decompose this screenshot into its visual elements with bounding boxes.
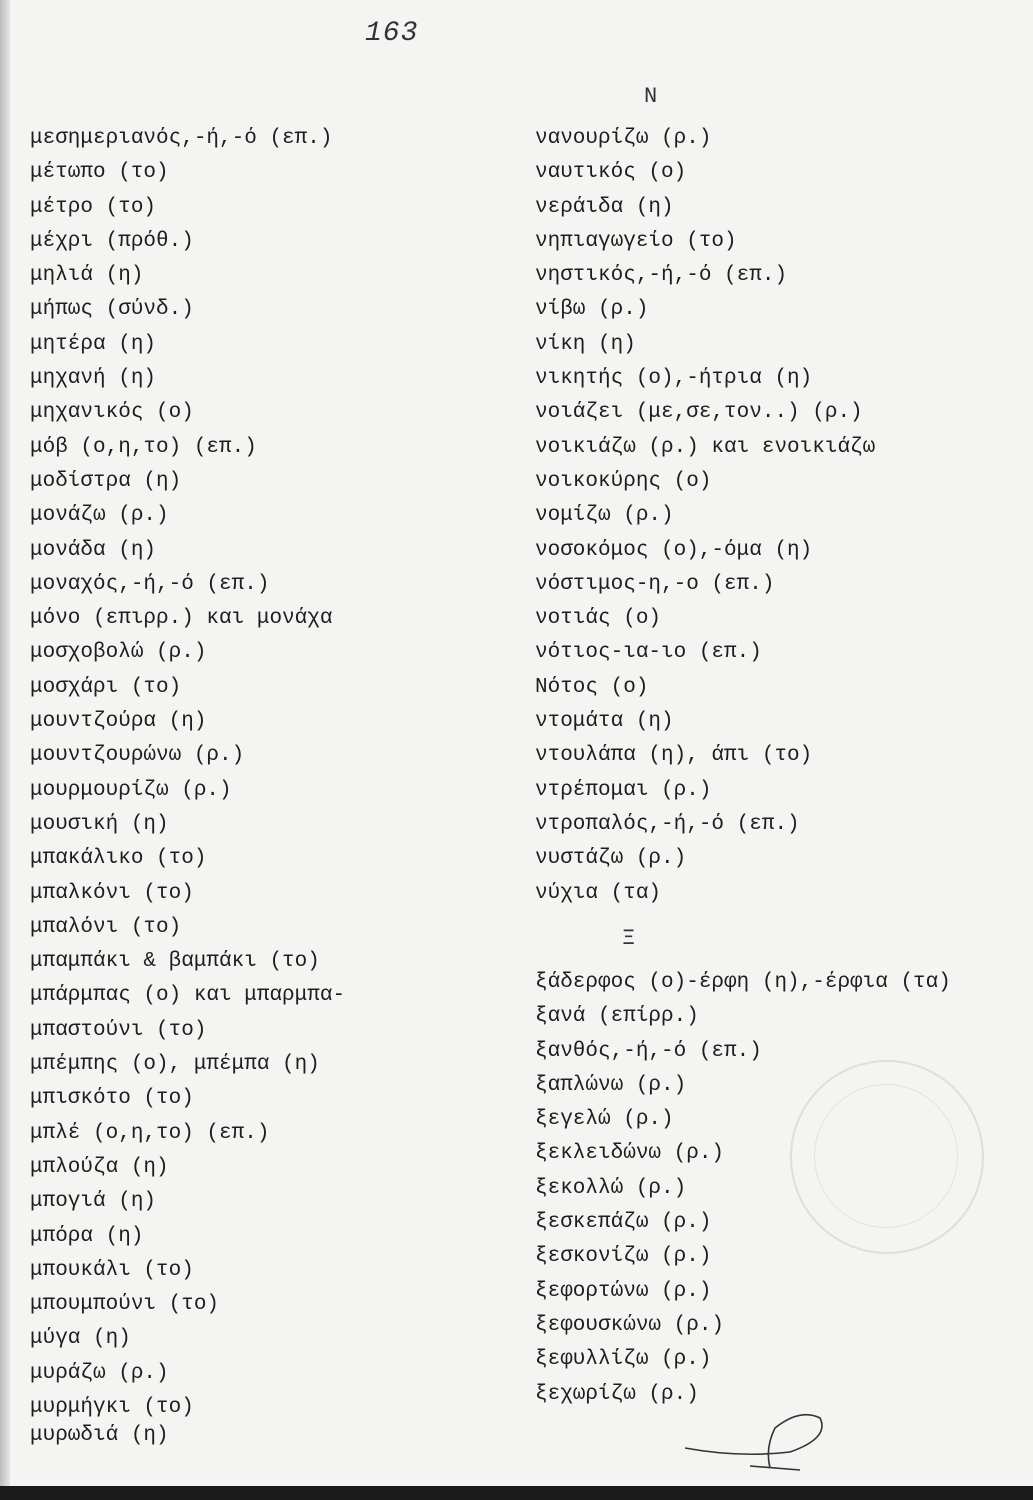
dictionary-entry: μυράζω (ρ.) [30, 1361, 169, 1385]
dictionary-entry: μύγα (η) [30, 1327, 131, 1351]
dictionary-entry: νόστιμος-η,-ο (επ.) [535, 572, 775, 596]
dictionary-entry: μοναχός,-ή,-ό (επ.) [30, 572, 270, 596]
section-heading-xi: Ξ [622, 926, 636, 951]
page-number: 163 [365, 18, 419, 49]
dictionary-entry: μυρμήγκι (το) [30, 1395, 194, 1419]
dictionary-entry: ξεκλειδώνω (ρ.) [535, 1142, 725, 1166]
dictionary-entry: μόβ (ο,η,το) (επ.) [30, 435, 257, 459]
dictionary-entry: μηχανικός (ο) [30, 401, 194, 425]
dictionary-entry: νίκη (η) [535, 332, 636, 356]
dictionary-entry: μπαλκόνι (το) [30, 881, 194, 905]
dictionary-entry: μπακάλικο (το) [30, 847, 207, 871]
dictionary-entry: νυστάζω (ρ.) [535, 847, 687, 871]
left-column [30, 122, 500, 1425]
dictionary-entry: ξεσκονίζω (ρ.) [535, 1245, 712, 1269]
dictionary-entry: ναυτικός (ο) [535, 161, 687, 185]
dictionary-entry: ξεχωρίζω (ρ.) [535, 1382, 699, 1406]
dictionary-entry: μπλούζα (η) [30, 1155, 169, 1179]
dictionary-entry: μπαμπάκι & βαμπάκι (το) [30, 950, 320, 974]
dictionary-entry: ξαπλώνω (ρ.) [535, 1073, 687, 1097]
right-column-n [535, 122, 1015, 911]
dictionary-entry: μπισκότο (το) [30, 1087, 194, 1111]
dictionary-entry: νομίζω (ρ.) [535, 504, 674, 528]
dictionary-entry: μοδίστρα (η) [30, 469, 182, 493]
dictionary-entry: μοσχοβολώ (ρ.) [30, 641, 207, 665]
dictionary-entry: μητέρα (η) [30, 332, 157, 356]
dictionary-entry: ντροπαλός,-ή,-ό (επ.) [535, 812, 800, 836]
dictionary-entry: μοσχάρι (το) [30, 675, 182, 699]
dictionary-entry: νανουρίζω (ρ.) [535, 127, 712, 150]
page-left-edge [0, 0, 10, 1500]
dictionary-entry: νοικιάζω (ρ.) και ενοικιάζω [535, 435, 876, 459]
dictionary-entry: ξεφουσκώνω (ρ.) [535, 1313, 725, 1337]
dictionary-entry: ξεφορτώνω (ρ.) [535, 1279, 712, 1303]
faded-stamp [790, 1060, 984, 1254]
dictionary-entry: νηπιαγωγείο (το) [535, 229, 737, 253]
dictionary-entry: μπαλόνι (το) [30, 915, 182, 939]
dictionary-entry: μπουμπούνι (το) [30, 1293, 220, 1317]
dictionary-entry: μπουκάλι (το) [30, 1258, 194, 1282]
dictionary-entry: μουσική (η) [30, 812, 169, 836]
dictionary-entry: νότιος-ια-ιο (επ.) [535, 641, 762, 665]
dictionary-entry: μπέμπης (ο), μπέμπα (η) [30, 1053, 320, 1077]
dictionary-entry: νίβω (ρ.) [535, 298, 649, 322]
dictionary-entry: μπλέ (ο,η,το) (επ.) [30, 1121, 270, 1145]
dictionary-entry: μουντζουρώνω (ρ.) [30, 744, 245, 768]
dictionary-entry: μέτωπο (το) [30, 161, 169, 185]
dictionary-entry: μονάδα (η) [30, 538, 157, 562]
dictionary-entry: ξάδερφος (ο)-έρφη (η),-έρφια (τα) [535, 971, 951, 994]
dictionary-entry: ντουλάπα (η), άπι (το) [535, 744, 813, 768]
dictionary-entry: μουρμουρίζω (ρ.) [30, 778, 232, 802]
dictionary-entry: μόνο (επιρρ.) και μονάχα [30, 607, 333, 631]
section-heading-n: Ν [644, 84, 658, 109]
dictionary-entry: Νότος (ο) [535, 675, 649, 699]
dictionary-entry: νεράιδα (η) [535, 195, 674, 219]
dictionary-entry: μέτρο (το) [30, 195, 157, 219]
dictionary-entry: μεσημεριανός,-ή,-ό (επ.) [30, 127, 333, 150]
signature [680, 1408, 840, 1478]
dictionary-entry: νύχια (τα) [535, 881, 662, 905]
dictionary-entry: μηλιά (η) [30, 264, 144, 288]
dictionary-entry: ξανθός,-ή,-ό (επ.) [535, 1039, 762, 1063]
dictionary-entry: μπογιά (η) [30, 1190, 157, 1214]
dictionary-entry: ξεφυλλίζω (ρ.) [535, 1348, 712, 1372]
left-last-entry: μυρωδιά (η) [30, 1424, 169, 1447]
dictionary-entry: μπόρα (η) [30, 1224, 144, 1248]
dictionary-entry: νηστικός,-ή,-ό (επ.) [535, 264, 788, 288]
page-bottom-edge [0, 1486, 1033, 1500]
dictionary-entry: μέχρι (πρόθ.) [30, 229, 194, 253]
dictionary-entry: μονάζω (ρ.) [30, 504, 169, 528]
dictionary-entry: ξεγελώ (ρ.) [535, 1108, 674, 1132]
dictionary-entry: νοιάζει (με,σε,τον..) (ρ.) [535, 401, 863, 425]
dictionary-entry: ξεκολλώ (ρ.) [535, 1176, 687, 1200]
dictionary-entry: μπαστούνι (το) [30, 1018, 207, 1042]
dictionary-entry: ντομάτα (η) [535, 710, 674, 734]
dictionary-entry: ξεσκεπάζω (ρ.) [535, 1211, 712, 1235]
dictionary-entry: νοτιάς (ο) [535, 607, 662, 631]
dictionary-entry: μηχανή (η) [30, 367, 157, 391]
dictionary-entry: νοσοκόμος (ο),-όμα (η) [535, 538, 813, 562]
dictionary-entry: μπάρμπας (ο) και μπαρμπα- [30, 984, 346, 1008]
dictionary-entry: νικητής (ο),-ήτρια (η) [535, 367, 813, 391]
dictionary-entry: μουντζούρα (η) [30, 710, 207, 734]
dictionary-entry: μήπως (σύνδ.) [30, 298, 194, 322]
dictionary-entry: ξανά (επίρρ.) [535, 1005, 699, 1029]
dictionary-entry: ντρέπομαι (ρ.) [535, 778, 712, 802]
dictionary-entry: νοικοκύρης (ο) [535, 469, 712, 493]
